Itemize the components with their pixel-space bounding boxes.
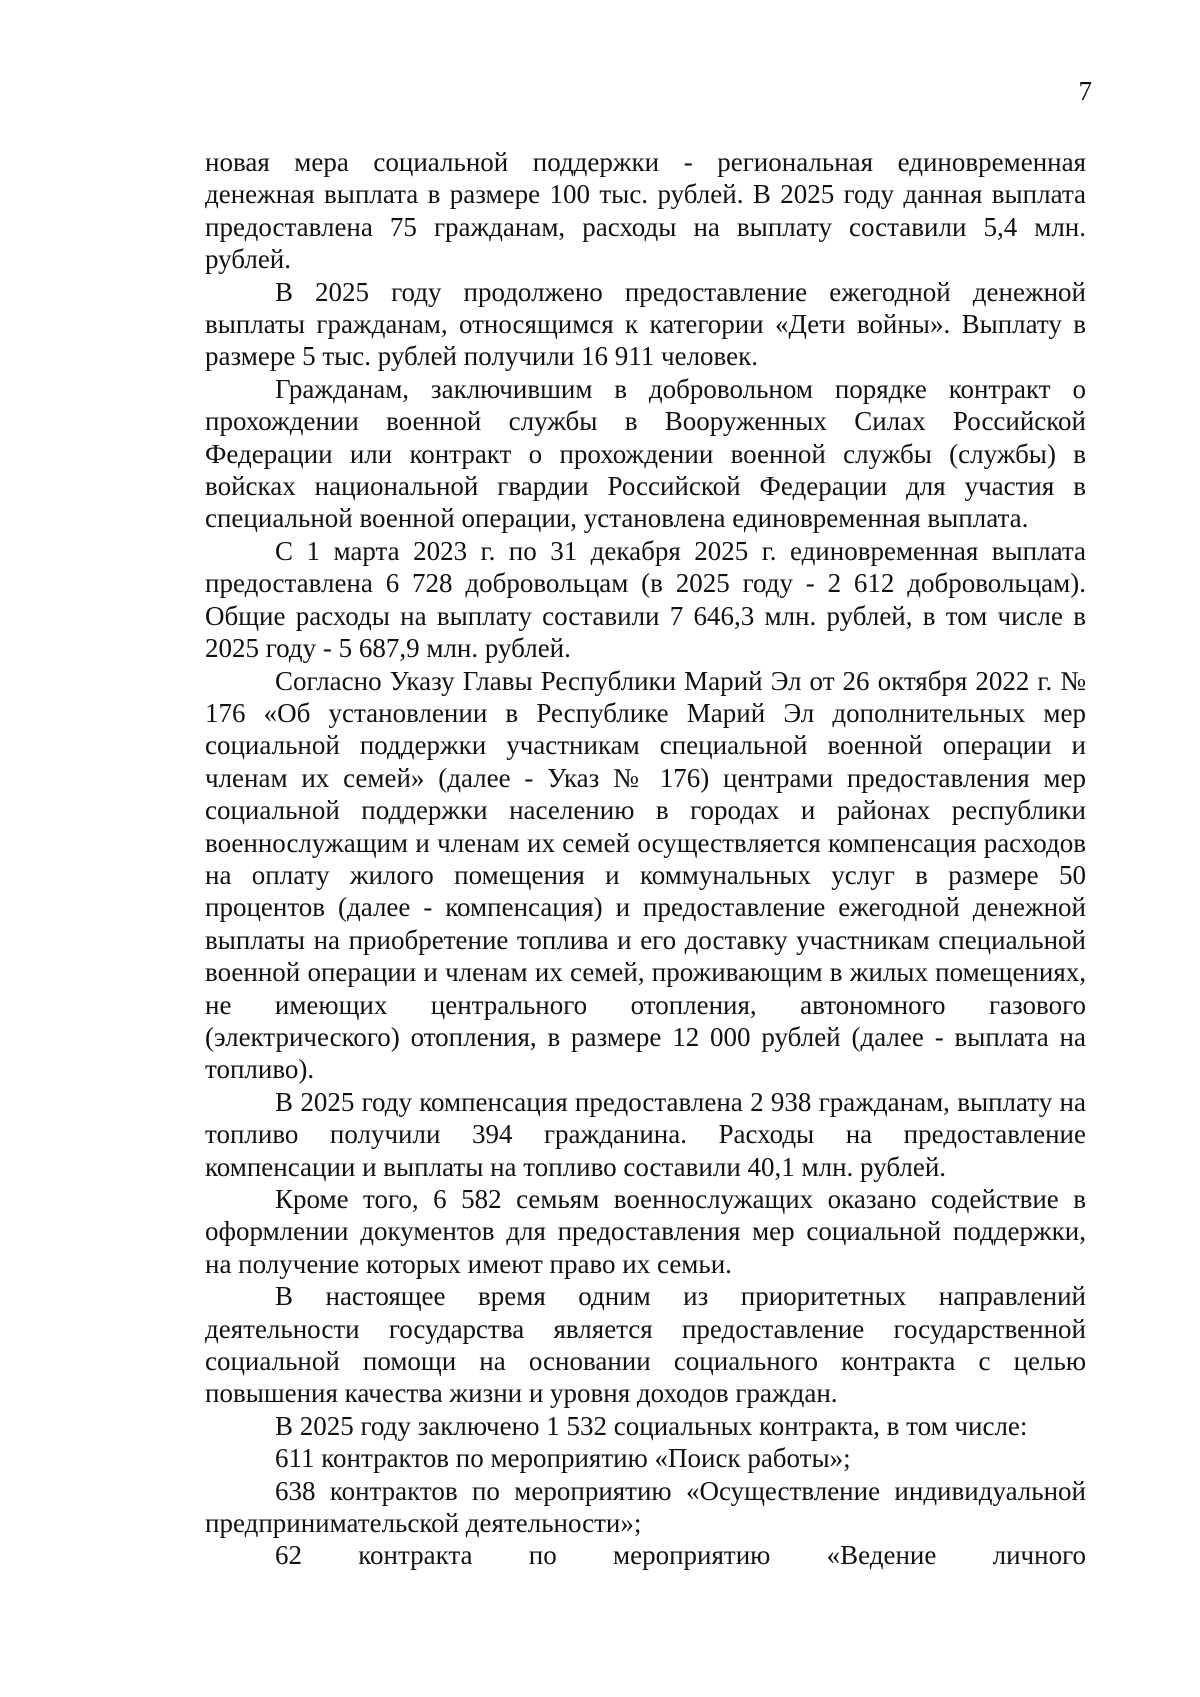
paragraph-personal-farm-contracts: 62 контракта по мероприятию «Ведение личного: [275, 1540, 1086, 1571]
paragraph-entrepreneurship-contracts: 638 контрактов по мероприятию «Осуществление индивидуальной предпринимательской деятельности»;: [205, 1475, 1086, 1539]
paragraph-document-assistance: Кроме того, 6 582 семьям военнослужащих оказано содействие в оформлении документов для предоставления мер социальной поддержки, на получение которых имеют право их семьи.: [205, 1184, 1086, 1279]
paragraph-volunteer-payment-stats: С 1 марта 2023 г. по 31 декабря 2025 г. единовременная выплата предоставлена 6 728 добровольцам (в 2025 году - 2 612 добровольцам). Общие расходы на выплату составили 7 646,3 млн. рублей, в том числе в 2025 году - 5 687,9 млн. рублей.: [205, 535, 1086, 664]
paragraph-volunteer-contract: Гражданам, заключившим в добровольном порядке контракт о прохождении военной службы в Вооруженных Силах Российской Федерации или контракт о прохождении военной службы (службы) в войсках национальной гвардии Российской Федерации для участия в специальной военной операции, установлена единовременная выплата.: [205, 373, 1086, 534]
paragraph-social-contracts-total: В 2025 году заключено 1 532 социальных контракта, в том числе:: [275, 1410, 1028, 1441]
paragraph-decree-176: Согласно Указу Главы Республики Марий Эл от 26 октября 2022 г. № 176 «Об установлении в Республике Марий Эл дополнительных мер социальной поддержки участникам специальной военной операции и членам их семей» (далее - Указ № 176) центрами предоставления мер социальной поддержки населению в городах и районах республики военнослужащим и членам их семей осуществляется компенсация расходов на оплату жилого помещения и коммунальных услуг в размере 50 процентов (далее - компенсация) и предоставление ежегодной денежной выплаты на приобретение топлива и его доставку участникам специальной военной операции и членам их семей, проживающим в жилых помещениях, не имеющих центрального отопления, автономного газового (электрического) отопления, в размере 12 000 рублей (далее - выплата на топливо).: [205, 665, 1086, 1085]
paragraph-children-of-war: В 2025 году продолжено предоставление ежегодной денежной выплаты гражданам, относящимся к категории «Дети войны». Выплату в размере 5 тыс. рублей получили 16 911 человек.: [205, 276, 1086, 372]
page-number: 7: [1078, 76, 1092, 106]
paragraph-compensation-stats: В 2025 году компенсация предоставлена 2 938 гражданам, выплату на топливо получили 394 гражданина. Расходы на предоставление компенсации и выплаты на топливо составили 40,1 млн. рублей.: [205, 1086, 1086, 1182]
document-body: [205, 146, 1086, 1572]
paragraph-social-contract-priority: В настоящее время одним из приоритетных направлений деятельности государства является предоставление государственной социальной помощи на основании социального контракта с целью повышения качества жизни и уровня доходов граждан.: [205, 1281, 1086, 1409]
paragraph-regional-payment: новая мера социальной поддержки - региональная единовременная денежная выплата в размере 100 тыс. рублей. В 2025 году данная выплата предоставлена 75 гражданам, расходы на выплату составили 5,4 млн. рублей.: [205, 147, 1086, 275]
paragraph-job-search-contracts: 611 контрактов по мероприятию «Поиск работы»;: [275, 1443, 851, 1474]
